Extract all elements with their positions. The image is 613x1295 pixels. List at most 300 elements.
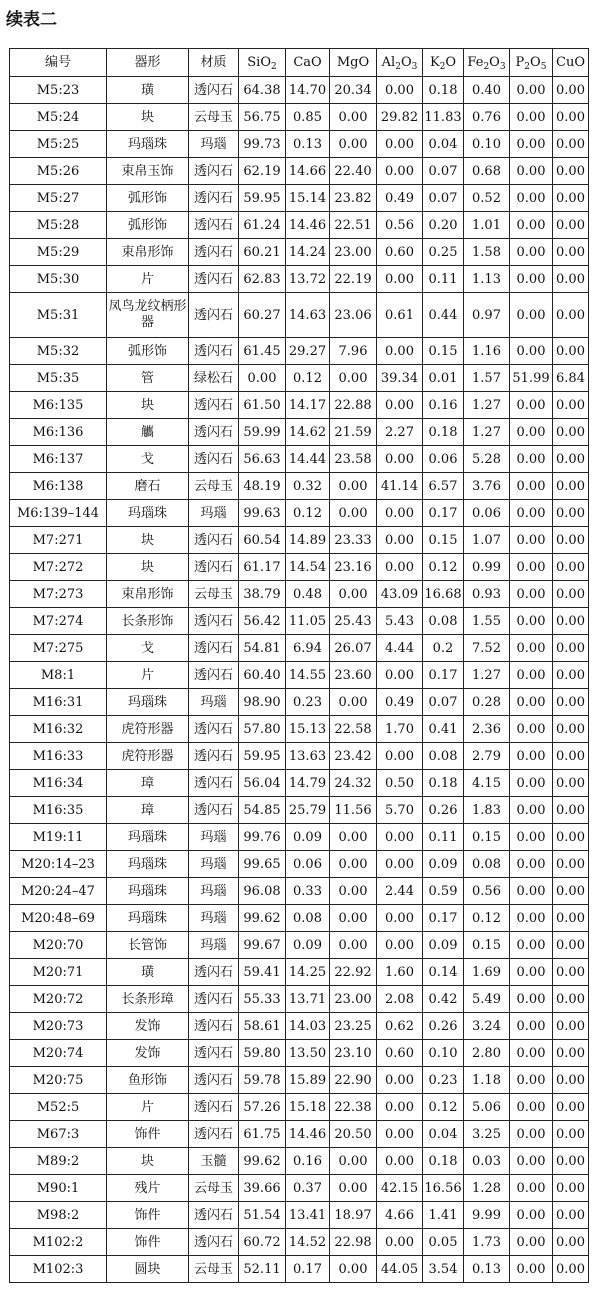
table-row — [10, 743, 589, 770]
table-cell: 0.00 — [553, 1067, 589, 1094]
table-cell: 56.04 — [239, 770, 286, 797]
table-cell: M5:24 — [10, 104, 107, 131]
table-cell: 0.26 — [423, 797, 464, 824]
table-cell: 玛瑙珠 — [107, 500, 189, 527]
table-cell: 0.08 — [464, 851, 510, 878]
table-row — [10, 608, 589, 635]
table-cell: 玛瑙珠 — [107, 824, 189, 851]
table-cell: 0.00 — [510, 185, 553, 212]
table-cell: 0.06 — [286, 851, 330, 878]
table-cell: 15.13 — [286, 716, 330, 743]
table-row — [10, 824, 589, 851]
table-cell: M16:33 — [10, 743, 107, 770]
table-row — [10, 986, 589, 1013]
table-cell: 透闪石 — [189, 77, 239, 104]
table-cell: 0.60 — [377, 239, 423, 266]
table-cell: 0.00 — [553, 689, 589, 716]
table-cell: 0.00 — [553, 266, 589, 293]
table-row — [10, 338, 589, 365]
table-cell: M5:27 — [10, 185, 107, 212]
table-cell: 1.07 — [464, 527, 510, 554]
table-cell: 玛瑙 — [189, 851, 239, 878]
table-cell: 59.78 — [239, 1067, 286, 1094]
table-cell: 0.08 — [423, 743, 464, 770]
table-cell: 块 — [107, 554, 189, 581]
table-row — [10, 635, 589, 662]
table-row — [10, 878, 589, 905]
table-cell: 99.76 — [239, 824, 286, 851]
table-cell: 块 — [107, 392, 189, 419]
table-row — [10, 1013, 589, 1040]
table-cell: 0.00 — [553, 770, 589, 797]
table-cell: 1.57 — [464, 365, 510, 392]
table-row — [10, 392, 589, 419]
table-cell: 14.46 — [286, 212, 330, 239]
table-cell: 0.00 — [239, 365, 286, 392]
table-cell: 0.00 — [553, 905, 589, 932]
table-cell: 饰件 — [107, 1229, 189, 1256]
table-cell: 9.99 — [464, 1202, 510, 1229]
table-cell: 饰件 — [107, 1121, 189, 1148]
table-cell: 0.00 — [377, 662, 423, 689]
table-cell: 0.00 — [377, 743, 423, 770]
table-cell: 0.00 — [330, 905, 377, 932]
table-cell: 0.00 — [553, 446, 589, 473]
table-cell: 鱼形饰 — [107, 1067, 189, 1094]
table-cell: 1.27 — [464, 392, 510, 419]
table-cell: M20:73 — [10, 1013, 107, 1040]
table-cell: 59.99 — [239, 419, 286, 446]
table-cell: 0.00 — [553, 878, 589, 905]
table-cell: 0.56 — [377, 212, 423, 239]
table-row — [10, 1121, 589, 1148]
table-cell: 0.26 — [423, 1013, 464, 1040]
table-cell: 圆块 — [107, 1256, 189, 1283]
table-cell: 2.36 — [464, 716, 510, 743]
table-cell: 0.15 — [423, 527, 464, 554]
table-cell: 0.00 — [510, 1013, 553, 1040]
table-cell: 残片 — [107, 1175, 189, 1202]
table-cell: 透闪石 — [189, 662, 239, 689]
table-cell: 透闪石 — [189, 1229, 239, 1256]
table-cell: 0.93 — [464, 581, 510, 608]
table-cell: 1.13 — [464, 266, 510, 293]
table-cell: 透闪石 — [189, 1121, 239, 1148]
composition-table — [9, 48, 589, 1283]
table-cell: 0.00 — [330, 500, 377, 527]
table-cell: 29.27 — [286, 338, 330, 365]
table-cell: 54.81 — [239, 635, 286, 662]
table-cell: 60.27 — [239, 293, 286, 338]
table-cell: 透闪石 — [189, 1094, 239, 1121]
table-row — [10, 1094, 589, 1121]
table-cell: 6.57 — [423, 473, 464, 500]
table-cell: 96.08 — [239, 878, 286, 905]
table-cell: 1.27 — [464, 662, 510, 689]
table-cell: 23.06 — [330, 293, 377, 338]
table-cell: 透闪石 — [189, 212, 239, 239]
table-row — [10, 473, 589, 500]
table-cell: 99.67 — [239, 932, 286, 959]
table-cell: 0.00 — [510, 338, 553, 365]
table-cell: 0.00 — [553, 185, 589, 212]
table-cell: 0.00 — [510, 1121, 553, 1148]
table-cell: 0.00 — [510, 662, 553, 689]
table-cell: 0.56 — [464, 878, 510, 905]
table-cell: 弧形饰 — [107, 338, 189, 365]
table-cell: 38.79 — [239, 581, 286, 608]
header-p2o5: $P_2O_5$ — [510, 49, 553, 77]
table-cell: 56.63 — [239, 446, 286, 473]
table-cell: 0.12 — [423, 554, 464, 581]
table-cell: M6:139–144 — [10, 500, 107, 527]
table-cell: 透闪石 — [189, 743, 239, 770]
table-cell: 0.00 — [553, 743, 589, 770]
table-cell: 14.25 — [286, 959, 330, 986]
table-cell: 54.85 — [239, 797, 286, 824]
table-cell: 0.00 — [330, 932, 377, 959]
table-cell: 弧形饰 — [107, 185, 189, 212]
table-cell: 玛瑙 — [189, 905, 239, 932]
table-cell: 透闪石 — [189, 158, 239, 185]
table-cell: 0.00 — [510, 446, 553, 473]
table-row — [10, 104, 589, 131]
table-cell: 2.44 — [377, 878, 423, 905]
table-cell: 0.00 — [553, 500, 589, 527]
table-cell: M5:26 — [10, 158, 107, 185]
table-cell: 0.00 — [330, 1256, 377, 1283]
table-cell: 1.70 — [377, 716, 423, 743]
table-cell: 22.98 — [330, 1229, 377, 1256]
header-form: 器形 — [107, 49, 189, 77]
table-cell: 0.68 — [464, 158, 510, 185]
table-cell: 1.16 — [464, 338, 510, 365]
table-cell: M5:35 — [10, 365, 107, 392]
table-row — [10, 905, 589, 932]
table-cell: 0.00 — [330, 131, 377, 158]
table-cell: M89:2 — [10, 1148, 107, 1175]
table-cell: 0.12 — [286, 365, 330, 392]
table-cell: 0.00 — [553, 1256, 589, 1283]
table-cell: M8:1 — [10, 662, 107, 689]
table-cell: 块 — [107, 1148, 189, 1175]
table-cell: 0.00 — [330, 365, 377, 392]
table-cell: 57.26 — [239, 1094, 286, 1121]
table-cell: 0.00 — [510, 905, 553, 932]
table-cell: 0.00 — [553, 527, 589, 554]
table-cell: 块 — [107, 527, 189, 554]
table-row — [10, 212, 589, 239]
table-cell: 透闪石 — [189, 419, 239, 446]
table-row — [10, 131, 589, 158]
table-cell: 0.00 — [510, 131, 553, 158]
table-title: 续表二 — [6, 10, 57, 30]
table-cell: 0.15 — [423, 338, 464, 365]
table-cell: 14.03 — [286, 1013, 330, 1040]
table-cell: 0.00 — [553, 212, 589, 239]
table-cell: 0.00 — [553, 851, 589, 878]
table-cell: 0.00 — [377, 338, 423, 365]
table-cell: 14.66 — [286, 158, 330, 185]
table-row — [10, 554, 589, 581]
table-cell: 0.40 — [464, 77, 510, 104]
table-cell: 玛瑙 — [189, 500, 239, 527]
table-cell: 0.76 — [464, 104, 510, 131]
table-cell: 0.00 — [377, 1148, 423, 1175]
table-cell: 0.13 — [464, 1256, 510, 1283]
table-row — [10, 770, 589, 797]
table-cell: 58.61 — [239, 1013, 286, 1040]
table-cell: 0.00 — [377, 500, 423, 527]
table-cell: 5.70 — [377, 797, 423, 824]
table-cell: M20:75 — [10, 1067, 107, 1094]
table-cell: M5:28 — [10, 212, 107, 239]
table-cell: 3.76 — [464, 473, 510, 500]
table-cell: 11.56 — [330, 797, 377, 824]
table-cell: 14.79 — [286, 770, 330, 797]
table-cell: 0.00 — [553, 1040, 589, 1067]
table-cell: 0.00 — [553, 932, 589, 959]
table-cell: 0.00 — [510, 878, 553, 905]
table-row — [10, 1040, 589, 1067]
table-cell: 2.27 — [377, 419, 423, 446]
table-cell: 0.09 — [423, 851, 464, 878]
table-row — [10, 446, 589, 473]
table-row — [10, 1229, 589, 1256]
table-cell: M20:70 — [10, 932, 107, 959]
table-cell: 99.73 — [239, 131, 286, 158]
table-cell: 0.32 — [286, 473, 330, 500]
table-cell: M20:24–47 — [10, 878, 107, 905]
table-cell: M16:35 — [10, 797, 107, 824]
table-cell: 59.95 — [239, 185, 286, 212]
table-cell: 0.00 — [377, 824, 423, 851]
table-cell: 14.44 — [286, 446, 330, 473]
table-cell: M52:5 — [10, 1094, 107, 1121]
table-row — [10, 293, 589, 338]
table-cell: 0.00 — [377, 158, 423, 185]
table-cell: 发饰 — [107, 1013, 189, 1040]
table-cell: 0.44 — [423, 293, 464, 338]
table-cell: 0.00 — [377, 1067, 423, 1094]
table-cell: 0.2 — [423, 635, 464, 662]
table-cell: 39.34 — [377, 365, 423, 392]
table-cell: M20:14–23 — [10, 851, 107, 878]
table-cell: 23.00 — [330, 239, 377, 266]
table-cell: 60.72 — [239, 1229, 286, 1256]
table-cell: 15.18 — [286, 1094, 330, 1121]
table-cell: M20:72 — [10, 986, 107, 1013]
table-cell: 0.00 — [510, 104, 553, 131]
table-cell: 玛瑙珠 — [107, 131, 189, 158]
table-cell: 0.23 — [423, 1067, 464, 1094]
table-cell: 0.00 — [510, 77, 553, 104]
table-cell: 29.82 — [377, 104, 423, 131]
table-cell: 7.96 — [330, 338, 377, 365]
table-cell: 22.40 — [330, 158, 377, 185]
table-cell: 透闪石 — [189, 1013, 239, 1040]
table-cell: 云母玉 — [189, 581, 239, 608]
table-cell: 玉髓 — [189, 1148, 239, 1175]
table-row — [10, 689, 589, 716]
table-cell: 0.12 — [423, 1094, 464, 1121]
table-cell: 23.10 — [330, 1040, 377, 1067]
table-cell: 14.55 — [286, 662, 330, 689]
table-cell: 璋 — [107, 797, 189, 824]
table-cell: 1.41 — [423, 1202, 464, 1229]
table-row — [10, 1175, 589, 1202]
table-cell: 0.14 — [423, 959, 464, 986]
table-row — [10, 851, 589, 878]
header-fe2o3: $Fe_2O_3$ — [464, 49, 510, 77]
table-cell: 64.38 — [239, 77, 286, 104]
table-cell: 0.00 — [510, 212, 553, 239]
table-cell: 0.00 — [553, 824, 589, 851]
table-cell: 0.00 — [553, 1121, 589, 1148]
table-cell: 22.38 — [330, 1094, 377, 1121]
table-cell: 0.17 — [423, 662, 464, 689]
table-row — [10, 959, 589, 986]
table-cell: 0.28 — [464, 689, 510, 716]
table-row — [10, 1202, 589, 1229]
table-cell: 0.37 — [286, 1175, 330, 1202]
table-cell: 15.89 — [286, 1067, 330, 1094]
table-cell: 23.60 — [330, 662, 377, 689]
table-cell: 23.16 — [330, 554, 377, 581]
table-cell: 0.15 — [464, 932, 510, 959]
table-cell: 26.07 — [330, 635, 377, 662]
table-row — [10, 266, 589, 293]
table-cell: 0.00 — [553, 293, 589, 338]
header-k2o: $K_2O$ — [423, 49, 464, 77]
table-cell: 云母玉 — [189, 104, 239, 131]
table-cell: 0.00 — [510, 473, 553, 500]
table-cell: 0.00 — [553, 986, 589, 1013]
header-mgo: MgO — [330, 49, 377, 77]
table-cell: 璜 — [107, 77, 189, 104]
table-cell: 59.95 — [239, 743, 286, 770]
table-cell: 14.17 — [286, 392, 330, 419]
table-cell: 0.00 — [553, 158, 589, 185]
table-cell: 0.00 — [553, 1013, 589, 1040]
table-cell: 0.17 — [286, 1256, 330, 1283]
table-cell: 57.80 — [239, 716, 286, 743]
table-cell: 玛瑙 — [189, 689, 239, 716]
table-cell: 透闪石 — [189, 1067, 239, 1094]
table-row — [10, 662, 589, 689]
table-cell: 0.00 — [330, 473, 377, 500]
table-cell: 凤鸟龙纹柄形器 — [107, 293, 189, 338]
table-cell: 0.01 — [423, 365, 464, 392]
table-cell: 透闪石 — [189, 1202, 239, 1229]
table-cell: M7:274 — [10, 608, 107, 635]
table-cell: 0.00 — [510, 770, 553, 797]
table-cell: 0.59 — [423, 878, 464, 905]
table-cell: 0.00 — [553, 797, 589, 824]
table-cell: 透闪石 — [189, 392, 239, 419]
table-cell: 0.42 — [423, 986, 464, 1013]
table-cell: 61.50 — [239, 392, 286, 419]
table-row — [10, 932, 589, 959]
table-cell: 0.00 — [377, 392, 423, 419]
table-cell: 1.60 — [377, 959, 423, 986]
table-cell: 0.00 — [510, 239, 553, 266]
table-cell: 戈 — [107, 635, 189, 662]
table-cell: 4.44 — [377, 635, 423, 662]
table-cell: M6:137 — [10, 446, 107, 473]
table-cell: M5:25 — [10, 131, 107, 158]
table-cell: 0.09 — [286, 932, 330, 959]
table-cell: 22.58 — [330, 716, 377, 743]
table-cell: 43.09 — [377, 581, 423, 608]
table-cell: 玛瑙 — [189, 878, 239, 905]
table-cell: 1.83 — [464, 797, 510, 824]
table-cell: 0.00 — [377, 932, 423, 959]
table-cell: 0.33 — [286, 878, 330, 905]
table-cell: 0.00 — [553, 608, 589, 635]
table-cell: 0.00 — [510, 716, 553, 743]
table-cell: 0.00 — [377, 131, 423, 158]
header-sio2: SiO$_2$ — [239, 49, 286, 77]
table-cell: 玛瑙珠 — [107, 689, 189, 716]
table-cell: 0.13 — [286, 131, 330, 158]
table-cell: 14.63 — [286, 293, 330, 338]
table-cell: 15.14 — [286, 185, 330, 212]
table-cell: 束帛玉饰 — [107, 158, 189, 185]
table-cell: M67:3 — [10, 1121, 107, 1148]
table-cell: 云母玉 — [189, 1256, 239, 1283]
table-cell: 23.82 — [330, 185, 377, 212]
table-cell: M98:2 — [10, 1202, 107, 1229]
table-cell: 2.80 — [464, 1040, 510, 1067]
table-row — [10, 797, 589, 824]
table-row — [10, 158, 589, 185]
table-cell: 0.11 — [423, 824, 464, 851]
table-cell: 11.05 — [286, 608, 330, 635]
table-cell: 0.00 — [510, 1148, 553, 1175]
table-cell: 透闪石 — [189, 1040, 239, 1067]
table-cell: 0.00 — [553, 1175, 589, 1202]
table-cell: 13.41 — [286, 1202, 330, 1229]
table-cell: 0.00 — [510, 158, 553, 185]
table-row — [10, 419, 589, 446]
table-cell: 5.06 — [464, 1094, 510, 1121]
table-cell: 0.04 — [423, 131, 464, 158]
table-cell: M6:135 — [10, 392, 107, 419]
table-cell: 0.00 — [510, 581, 553, 608]
table-cell: 透闪石 — [189, 797, 239, 824]
table-cell: 弧形饰 — [107, 212, 189, 239]
table-cell: 14.62 — [286, 419, 330, 446]
table-cell: 0.00 — [330, 104, 377, 131]
table-cell: 23.42 — [330, 743, 377, 770]
table-cell: 24.32 — [330, 770, 377, 797]
table-cell: 0.61 — [377, 293, 423, 338]
table-cell: 0.00 — [510, 1202, 553, 1229]
table-cell: 1.69 — [464, 959, 510, 986]
table-cell: 透闪石 — [189, 608, 239, 635]
table-cell: M5:32 — [10, 338, 107, 365]
table-cell: 片 — [107, 662, 189, 689]
table-cell: 1.55 — [464, 608, 510, 635]
table-cell: 22.88 — [330, 392, 377, 419]
table-cell: 长条形璋 — [107, 986, 189, 1013]
table-cell: 5.43 — [377, 608, 423, 635]
table-cell: 0.00 — [510, 1040, 553, 1067]
table-cell: 透闪石 — [189, 986, 239, 1013]
table-cell: 透闪石 — [189, 338, 239, 365]
table-cell: 0.07 — [423, 158, 464, 185]
